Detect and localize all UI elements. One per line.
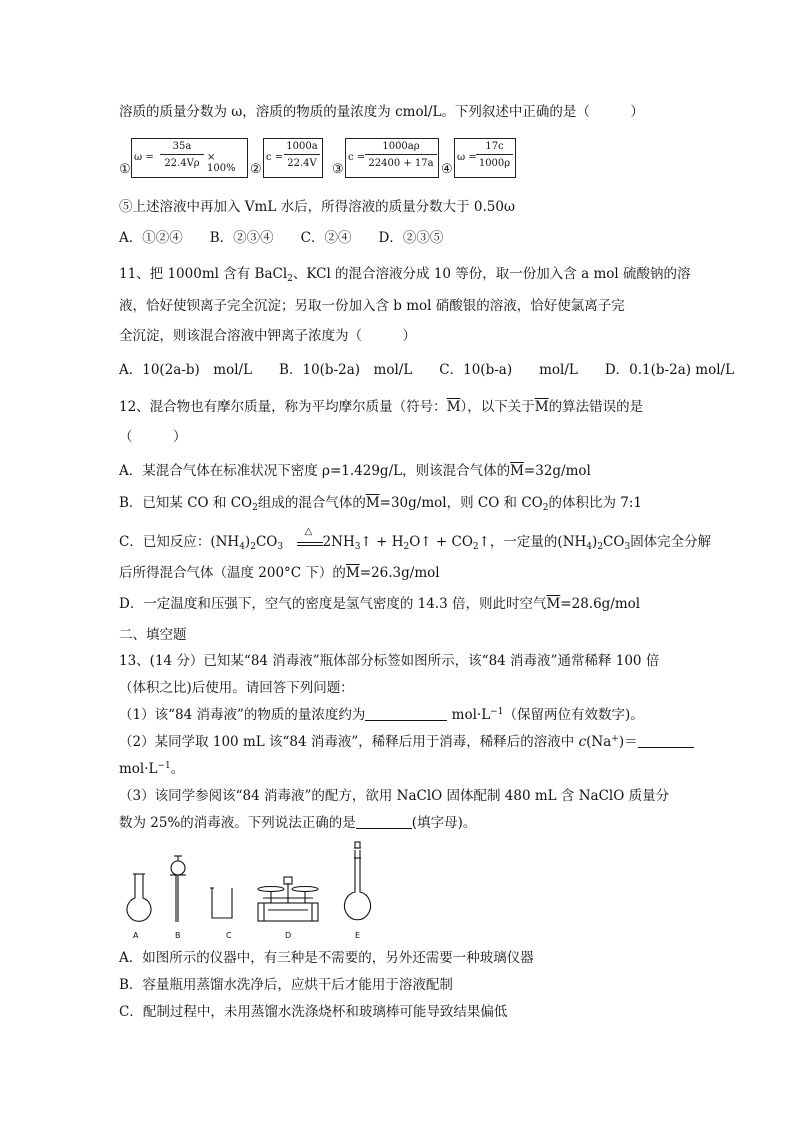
q12-option-c: C．已知反应：$(NH_4)_2CO_3$ △ $2NH_3↑$ + $H_2O↑$ + $CO_2↑$，一定量的$(NH_4)_2CO_3$固体完全分解	[119, 533, 711, 551]
q13-part2: （2）某同学取 100 mL 该“84 消毒液”，稀释后用于消毒，稀释后的溶液中 c(Na+)＝	[119, 733, 694, 751]
q11-line3: 全沉淀，则该混合溶液中钾离子浓度为（ ）	[119, 328, 416, 344]
q13-option-b: B．容量瓶用蒸馏水洗净后，应烘干后才能用于溶液配制	[119, 977, 453, 993]
formula-numerator: 35a	[160, 141, 204, 155]
answer-blank-2[interactable]	[638, 735, 694, 748]
q12-option-d: D．一定温度和压强下，空气的密度是氢气密度的 14.3 倍，则此时空气$\overline{M}=28.6g$/mol	[119, 596, 641, 612]
answer-blank-3[interactable]	[356, 816, 412, 829]
formula-fraction	[284, 141, 320, 169]
figure-label-c: C	[226, 931, 232, 940]
q10-item3-marker: ③	[332, 162, 344, 177]
formula-lhs: ω =	[134, 152, 154, 163]
balance-icon	[258, 877, 318, 921]
formula-lhs: c =	[348, 152, 366, 163]
q11-options: A．10(2a-b) mol/L B．10(b-2a) mol/L C．10(b-a) mol/L D．0.1(b-2a) mol/L	[119, 362, 735, 378]
figure-label-e: E	[355, 931, 361, 940]
q10-formula-box-1	[131, 138, 248, 178]
q13-option-c: C．配制过程中，未用蒸馏水洗涤烧杯和玻璃棒可能导致结果偏低	[119, 1004, 508, 1020]
q10-item1-marker: ①	[119, 162, 131, 177]
answer-blank-1[interactable]	[365, 708, 447, 721]
figure-label-a: A	[133, 931, 139, 940]
q12-line1: 12、混合物也有摩尔质量，称为平均摩尔质量（符号：$\overline{M}$），以下关于$\overline{M}$的算法错误的是	[119, 399, 644, 415]
q12-option-a: A．某混合气体在标准状况下密度 ρ=1.429g/L，则该混合气体的$\overline{M}=32g$/mol	[119, 463, 591, 479]
q10-formula-box-2	[263, 138, 323, 178]
q10-formula-box-4	[454, 138, 516, 178]
formula-fraction	[160, 141, 204, 169]
formula-suffix: × 100%	[207, 152, 236, 174]
formula-denominator: 22.4V	[287, 158, 317, 169]
q10-stem-line: 溶质的质量分数为 ω，溶质的物质的量浓度为 cmol/L。下列叙述中正确的是（ ）	[119, 104, 644, 120]
volumetric-flask-icon	[345, 842, 371, 920]
q11-line2: 液，恰好使钡离子完全沉淀；另取一份加入含 b mol 硝酸银的溶液，恰好使氯离子完	[119, 298, 625, 314]
round-bottom-flask-icon	[127, 874, 151, 921]
q10-item4-marker: ④	[441, 162, 453, 177]
formula-fraction	[365, 141, 437, 169]
heat-arrow	[297, 526, 323, 546]
section-heading: 二、填空题	[119, 627, 187, 643]
figure-label-d: D	[285, 931, 292, 940]
formula-denominator: 1000ρ	[478, 158, 511, 169]
q10-options: A．①②④ B．②③④ C．②④ D．②③⑤	[119, 230, 444, 246]
beaker-icon	[210, 888, 232, 918]
formula-numerator: 17c	[476, 141, 513, 155]
q12-option-c-cont: 后所得混合气体（温度 200°C 下）的$\overline{M}=26.3g$/mol	[119, 565, 440, 581]
q11-line1: 11、把 1000ml 含有 BaCl$_2$、KCl 的混合溶液分成 10 等份，取一份加入含 a mol 硫酸钠的溶	[119, 266, 691, 284]
q10-item2-marker: ②	[250, 162, 262, 177]
q13-part3-line2: 数为 25%的消毒液。下列说法正确的是 (填字母)。	[119, 815, 477, 831]
formula-fraction	[476, 141, 513, 169]
q13-part3-line1: （3）该同学参阅该“84 消毒液”的配方，欲用 NaClO 固体配制 480 mL 含 NaClO 质量分	[119, 788, 670, 804]
formula-lhs: c =	[266, 152, 284, 163]
q13-option-a: A．如图所示的仪器中，有三种是不需要的，另外还需要一种玻璃仪器	[119, 950, 534, 966]
q10-item5: ⑤上述溶液中再加入 VmL 水后，所得溶液的质量分数大于 0.50ω	[119, 199, 515, 215]
heat-symbol: △	[304, 526, 313, 537]
q13-part2-cont: $mol\cdot L^{-1}$。	[119, 761, 185, 777]
formula-denominator: 22.4Vρ	[164, 158, 200, 169]
q12-option-b: B．已知某 CO 和 $CO_2$组成的混合气体的$\overline{M}=30g$/mol，则 CO 和 $CO_2$的体积比为 7:1	[119, 495, 643, 513]
q12-line2: （ ）	[119, 429, 187, 445]
formula-lhs: ω =	[457, 152, 477, 163]
q13-part1: （1）该“84 消毒液”的物质的量浓度约为 $mol\cdot L^{-1}$（保留两位有效数字)。	[119, 707, 644, 723]
apparatus-figure	[118, 838, 378, 928]
separatory-funnel-icon	[170, 856, 186, 922]
q13-line1: 13、(14 分）已知某“84 消毒液”瓶体部分标签如图所示，该“84 消毒液”通常稀释 100 倍	[119, 653, 660, 669]
figure-label-b: B	[175, 931, 181, 940]
q10-formula-box-3	[345, 138, 439, 178]
formula-denominator: 22400 + 17a	[368, 158, 434, 169]
formula-numerator: 1000a	[284, 141, 320, 155]
q13-line2: （体积之比)后使用。请回答下列问题：	[119, 680, 354, 696]
formula-numerator: 1000aρ	[365, 141, 437, 155]
